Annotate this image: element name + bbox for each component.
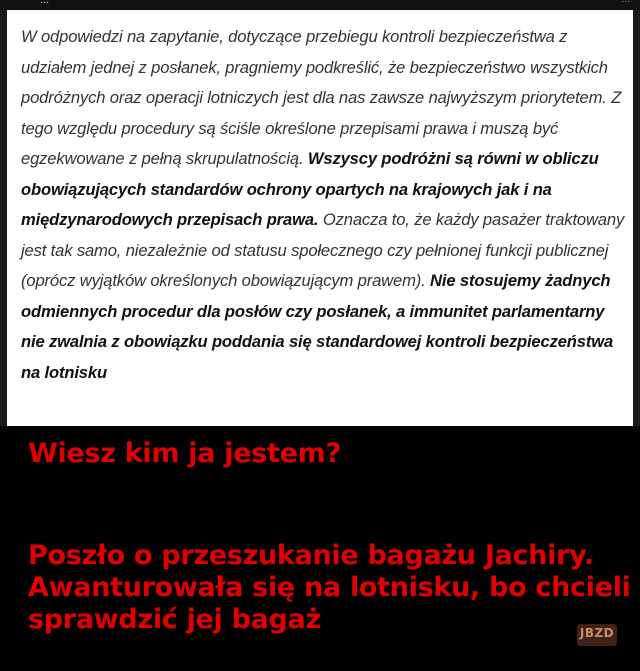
caption-line-2: Awanturowała się na lotnisku, bo chcieli (28, 572, 631, 603)
article-paragraph-2: Oznacza to, że każdy pasażer traktowany jest tak samo, niezależnie od statusu społecznego czy pełnionej funkcji publicznej (oprócz wyjątków określonych obowiązującym prawem). (21, 210, 625, 290)
article-paragraph-1: W odpowiedzi na zapytanie, dotyczące przebiegu kontroli bezpieczeństwa z udziałem jednej z posłanek, pragniemy podkreślić, że bezpieczeństwo wszystkich podróżnych oraz operacji lotniczych jest dla nas zawsze najwyższym priorytetem. Z tego względu procedury są ściśle określone przepisami prawa i muszą być egzekwowane z pełną skrupulatnością. (21, 27, 622, 168)
article-screenshot (7, 10, 633, 426)
caption-line-3: sprawdzić jej bagaż (28, 604, 321, 635)
top-crumb: ... (40, 0, 50, 6)
article-bold-1: Wszyscy podróżni są równi w obliczu obowiązujących standardów ochrony opartych na krajowych jak i na międzynarodowych przepisach prawa. (21, 149, 599, 229)
top-strip (0, 0, 640, 10)
jbzd-watermark (571, 620, 623, 650)
right-border (633, 10, 640, 426)
watermark-text: JBZD (579, 626, 615, 640)
article-bold-2: Nie stosujemy żadnych odmiennych procedur dla posłów czy posłanek, a immunitet parlamentarny nie zwalnia z obowiązku poddania się standardowej kontroli bezpieczeństwa na lotnisku (21, 271, 614, 382)
caption-story (28, 540, 631, 636)
caption-line-1: Poszło o przeszukanie bagażu Jachiry. (28, 540, 594, 571)
article-text (21, 22, 626, 388)
left-border (0, 10, 7, 426)
caption-question: Wiesz kim ja jestem? (28, 438, 341, 469)
top-corner (622, 0, 630, 5)
